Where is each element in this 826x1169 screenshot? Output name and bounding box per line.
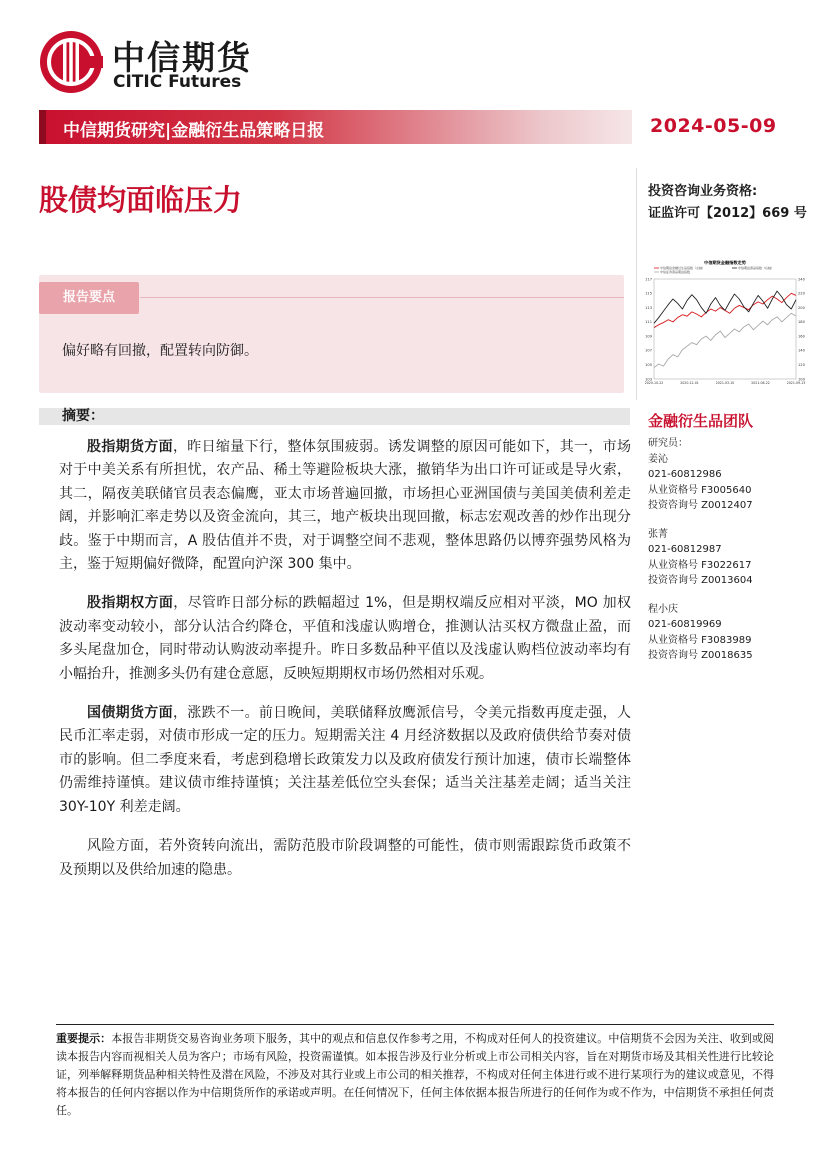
report-series-banner (39, 110, 632, 144)
member-consult-license: 投资咨询号 Z0018635 (648, 650, 753, 661)
chart-frame (654, 279, 796, 379)
series-line (654, 313, 796, 367)
y-left-tick-label: 105 (645, 363, 652, 368)
disclaimer-lead: 重要提示： (56, 1032, 112, 1045)
qualification-label: 投资咨询业务资格: (648, 184, 758, 199)
y-right-tick-label: 220 (798, 291, 805, 296)
y-right-tick-label: 240 (798, 277, 805, 282)
index-chart (640, 257, 810, 397)
summary-body (59, 436, 631, 898)
x-tick-label: 2020-12-01 (680, 381, 699, 385)
disclaimer (56, 1030, 774, 1120)
member-phone: 021-60812986 (648, 469, 722, 480)
team-list (648, 436, 818, 677)
x-tick-label: 2021-09-13 (786, 381, 806, 385)
team-role: 研究员： (648, 438, 688, 449)
key-points-text: 偏好略有回撤，配置转向防御。 (62, 343, 258, 359)
x-tick-label: 2021-03-10 (715, 381, 735, 385)
logo-chinese-name: 中信期货 (112, 38, 252, 77)
legend-label: 中信期货商品指数（右轴） (738, 266, 775, 270)
y-right-tick-label: 160 (798, 334, 805, 339)
team-title: 金融衍生品团队 (648, 412, 754, 430)
y-left-tick-label: 103 (645, 377, 652, 382)
paragraph-treasury-futures (59, 702, 631, 819)
y-right-tick-label: 100 (798, 377, 805, 382)
y-right-tick-label: 140 (798, 348, 805, 353)
paragraph-text: 风险方面，若外资转向流出，需防范股市阶段调整的可能性，债市则需跟踪货币政策不及预期以及供给加速的隐患。 (59, 838, 631, 878)
member-consult-license: 投资咨询号 Z0012407 (648, 500, 753, 511)
legend-label: 中信证券商品期货指数 (660, 270, 691, 274)
paragraph-text: ，涨跌不一。前日晚间，美联储释放鹰派信号，令美元指数再度走强，人民币汇率走弱，对债市形成一定的压力。短期需关注 4 月经济数据以及政府债供给节奏对债市的影响。但二季度来看，考虑到稳增长政策发力以及政府债发行预计加速，债市长端整体仍需维持谨慎。建议债市维持谨慎；关注基差低位空头套保；适当关注基差走阔；适当关注 30Y-10Y 利差走阔。 (59, 705, 632, 815)
paragraph-text: ，昨日缩量下行，整体氛围疲弱。诱发调整的原因可能如下，其一，市场对于中美关系有所担忧，农产品、稀土等避险板块大涨，撤销华为出口许可证或是导火索，其二，隔夜美联储官员表态偏鹰，亚太市场普遍回撤，市场担心亚洲国债与美国美债利差走阔，并影响汇率走势以及资金流向，其三，地产板块出现回撤，标志宏观改善的炒作出现分歧。鉴于中期而言，A 股估值并不贵，对于调整空间不悲观，整体思路仍以博弈强势风格为主，鉴于短期偏好微降，配置向沪深 300 集中。 (59, 439, 632, 573)
banner-accent-bar (39, 110, 46, 144)
team-member (648, 602, 818, 664)
paragraph-index-futures (59, 436, 631, 576)
member-consult-license: 投资咨询号 Z0013604 (648, 575, 753, 586)
summary-label: 摘要： (62, 408, 104, 424)
x-tick-label: 2021-06-22 (751, 381, 770, 385)
qualification-license: 证监许可【2012】669 号 (648, 206, 807, 221)
key-points-rule (140, 297, 624, 298)
member-name: 姜沁 (648, 453, 668, 465)
citic-logo-icon (39, 30, 103, 94)
y-left-tick-label: 113 (645, 305, 652, 310)
y-right-tick-label: 120 (798, 363, 805, 368)
member-name: 张菁 (648, 528, 668, 540)
member-license: 从业资格号 F3083989 (648, 634, 752, 646)
paragraph-lead: 股指期权方面 (87, 595, 174, 612)
y-right-tick-label: 180 (798, 320, 805, 325)
member-phone: 021-60819969 (648, 619, 722, 630)
page-title: 股债均面临压力 (39, 183, 243, 217)
paragraph-risk (59, 835, 631, 882)
key-points-label: 报告要点 (39, 282, 139, 314)
y-left-tick-label: 115 (645, 291, 652, 296)
paragraph-index-options (59, 592, 631, 686)
column-divider (636, 168, 637, 400)
x-tick-label: 2020-10-22 (644, 381, 664, 385)
chart-axes (645, 277, 806, 385)
legend-label: 中信期货金融衍生品指数（左轴） (660, 266, 706, 270)
member-license: 从业资格号 F3022617 (648, 559, 752, 571)
y-left-tick-label: 117 (645, 277, 652, 282)
banner-title: 中信期货研究|金融衍生品策略日报 (63, 121, 325, 141)
y-left-tick-label: 111 (645, 320, 652, 325)
chart-lines (654, 291, 796, 367)
team-member (648, 452, 818, 514)
team-member (648, 527, 818, 589)
paragraph-lead: 股指期货方面 (87, 439, 173, 455)
chart-legend (654, 265, 774, 274)
report-date: 2024-05-09 (650, 115, 777, 137)
paragraph-lead: 国债期货方面 (87, 705, 173, 722)
y-left-tick-label: 107 (645, 348, 652, 353)
chart-title: 中信期货金融指数走势 (704, 260, 746, 265)
paragraph-text: ，尽管昨日部分标的跌幅超过 1%，但是期权端反应相对平淡，MO 加权波动率变动较小，部分认沽合约降仓，平值和浅虚认购增仓，推测认沽买权方微盘止盈，而多头尾盘加仓，同时带动认购波动率提升。昨日多数品种平值以及浅虚认购档位波动率均有小幅抬升，推测多头仍有建仓意愿，反映短期期权市场仍然相对乐观。 (59, 595, 631, 682)
member-phone: 021-60812987 (648, 544, 722, 555)
y-right-tick-label: 200 (798, 305, 805, 310)
disclaimer-text: 本报告非期货交易咨询业务项下服务，其中的观点和信息仅作参考之用，不构成对任何人的投资建议。中信期货不会因为关注、收到或阅读本报告内容而视相关人员为客户；市场有风险，投资需谨慎。如本报告涉及行业分析或上市公司相关内容，旨在对期货市场及其相关性进行比较论证，列举解释期货品种相关特性及潜在风险，不涉及对其行业或上市公司的相关推荐，不构成对任何主体进行或不进行某项行为的建议或意见，不得将本报告的任何内容据以作为中信期货所作的承诺或声明。在任何情况下，任何主体依据本报告所进行的任何作为或不作为，中信期货不承担任何责任。 (56, 1032, 774, 1117)
disclaimer-rule (56, 1024, 774, 1025)
member-name: 程小庆 (648, 603, 678, 615)
logo-english-name: CITIC Futures (113, 72, 242, 92)
member-license: 从业资格号 F3005640 (648, 484, 752, 496)
summary-header-bar (39, 408, 630, 425)
y-left-tick-label: 109 (645, 334, 652, 339)
